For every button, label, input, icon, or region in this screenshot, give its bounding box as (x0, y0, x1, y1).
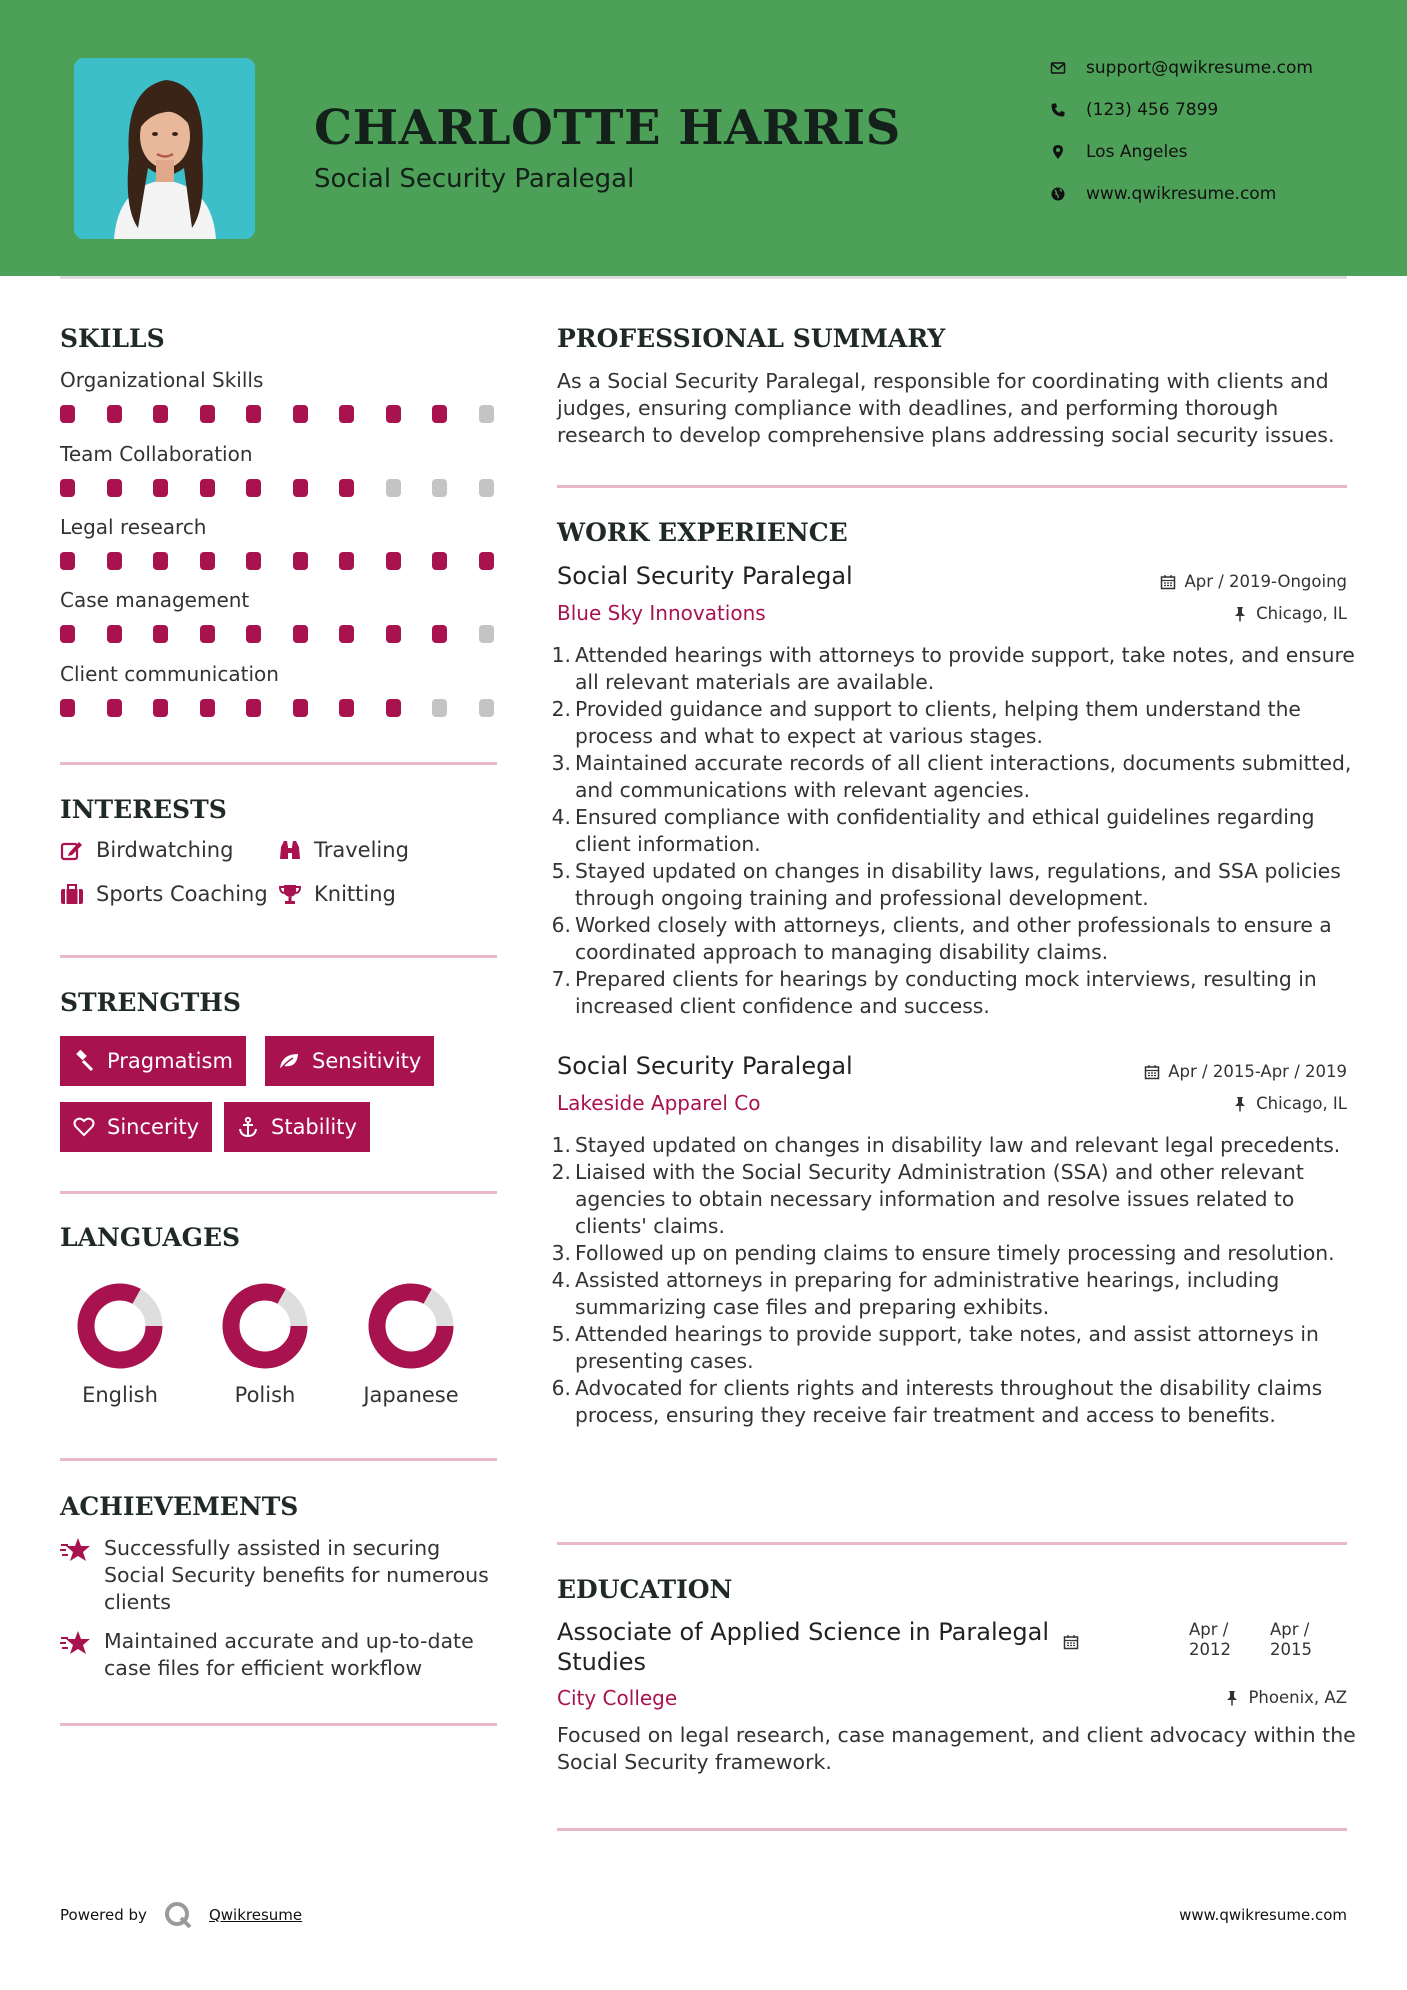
section-divider (557, 485, 1347, 488)
bullet-text: Worked closely with attorneys, clients, and other professionals to ensure a coordinated approach to managing disability claims. (575, 913, 1332, 964)
skill-level-dots (60, 699, 500, 717)
contact-phone-text: (123) 456 7899 (1086, 100, 1219, 120)
bullet-text: Ensured compliance with confidentiality and ethical guidelines regarding client information. (575, 805, 1315, 856)
bullet-number: 1. (551, 1133, 571, 1157)
contact-website[interactable] (1050, 182, 1350, 206)
interest-item (278, 838, 409, 862)
job-bullet (549, 750, 1359, 804)
skill-dot-empty (479, 479, 494, 497)
languages-heading: LANGUAGES (60, 1223, 241, 1252)
edit-icon (60, 839, 84, 861)
skill-dot-filled (432, 405, 447, 423)
job-company: Blue Sky Innovations (557, 601, 766, 625)
skill-dot-filled (107, 552, 122, 570)
skill-dot-filled (386, 699, 401, 717)
skill-dot-filled (339, 405, 354, 423)
job-title: Social Security Paralegal (557, 1052, 853, 1080)
skill-dot-empty (386, 479, 401, 497)
job-bullet (549, 1159, 1359, 1240)
skill-dot-filled (60, 699, 75, 717)
skill-dot-filled (386, 552, 401, 570)
achievement-text: Maintained accurate and up-to-date case files for efficient workflow (104, 1629, 474, 1680)
skill-dot-filled (246, 552, 261, 570)
calendar-icon (1160, 574, 1176, 590)
achievement-item (60, 1628, 500, 1682)
bullet-number: 2. (551, 697, 571, 721)
education-location-text: Phoenix, AZ (1248, 1688, 1347, 1707)
job-date-text: Apr / 2015-Apr / 2019 (1168, 1062, 1347, 1081)
section-divider (557, 1828, 1347, 1831)
skill-dot-filled (153, 699, 168, 717)
education-start-date: Apr / 2012 (1189, 1620, 1231, 1659)
skill-dot-filled (432, 625, 447, 643)
skill-dot-filled (293, 552, 308, 570)
skill-dot-filled (339, 552, 354, 570)
contact-phone[interactable] (1050, 98, 1350, 122)
job-bullet (549, 858, 1359, 912)
job-bullet (549, 912, 1359, 966)
skill-name: Client communication (60, 662, 279, 686)
strength-label: Pragmatism (107, 1049, 233, 1073)
skill-dot-empty (479, 699, 494, 717)
suitcase-icon (60, 883, 84, 905)
education-location (1224, 1688, 1347, 1707)
skill-name: Organizational Skills (60, 368, 264, 392)
skill-dot-filled (246, 699, 261, 717)
education-description: Focused on legal research, case management, and client advocacy within the Social Security framework. (557, 1723, 1356, 1774)
bullet-text: Maintained accurate records of all client interactions, documents submitted, and communications with relevant agencies. (575, 751, 1352, 802)
skill-dot-filled (107, 699, 122, 717)
experience-heading: WORK EXPERIENCE (557, 518, 848, 547)
interest-label: Sports Coaching (96, 882, 268, 906)
bullet-text: Assisted attorneys in preparing for administrative hearings, including summarizing case files and preparing exhibits. (575, 1268, 1280, 1319)
bullet-text: Provided guidance and support to clients, helping them understand the process and what to expect at various stages. (575, 697, 1301, 748)
skill-dot-filled (293, 699, 308, 717)
footer-powered-by (60, 1900, 302, 1930)
skill-dot-filled (293, 479, 308, 497)
contact-location (1050, 140, 1350, 164)
job-bullets (549, 1132, 1359, 1429)
resume-header (0, 0, 1407, 276)
strength-label: Stability (271, 1115, 357, 1139)
job-location-text: Chicago, IL (1256, 1094, 1347, 1113)
job-date-text: Apr / 2019-Ongoing (1184, 572, 1347, 591)
qwikresume-link[interactable]: Qwikresume (208, 1906, 303, 1924)
skill-dot-filled (246, 405, 261, 423)
star-icon (60, 1537, 92, 1563)
achievements-heading: ACHIEVEMENTS (60, 1492, 299, 1521)
skill-dot-filled (293, 405, 308, 423)
candidate-name: CHARLOTTE HARRIS (314, 100, 901, 156)
bullet-text: Attended hearings to provide support, take notes, and assist attorneys in presenting cases. (575, 1322, 1319, 1373)
powered-by-text: Powered by (60, 1906, 147, 1924)
skill-dot-filled (246, 479, 261, 497)
contact-email-text: support@qwikresume.com (1086, 58, 1313, 78)
bullet-number: 5. (551, 1322, 571, 1346)
language-name: English (82, 1383, 158, 1407)
binoculars-icon (278, 839, 302, 861)
skill-dot-filled (339, 625, 354, 643)
calendar-icon (1144, 1064, 1160, 1080)
bullet-number: 4. (551, 805, 571, 829)
job-bullet (549, 966, 1359, 1020)
skill-dot-filled (246, 625, 261, 643)
skill-dot-filled (339, 479, 354, 497)
skill-name: Legal research (60, 515, 207, 539)
skill-dot-filled (60, 625, 75, 643)
pushpin-icon (1232, 606, 1248, 622)
section-divider (557, 1542, 1347, 1545)
skill-dot-filled (386, 405, 401, 423)
globe-icon (1050, 186, 1066, 202)
interest-label: Traveling (314, 838, 409, 862)
strength-label: Sincerity (107, 1115, 200, 1139)
job-location-text: Chicago, IL (1256, 604, 1347, 623)
job-date (1144, 1062, 1347, 1081)
job-bullet (549, 1267, 1359, 1321)
skill-dot-filled (153, 625, 168, 643)
bullet-number: 4. (551, 1268, 571, 1292)
interest-item (60, 838, 233, 862)
section-divider (60, 762, 497, 765)
bullet-number: 6. (551, 913, 571, 937)
bullet-text: Liaised with the Social Security Administration (SSA) and other relevant agencies to obtain necessary information and resolve issues related to clients' claims. (575, 1160, 1304, 1238)
interest-label: Birdwatching (96, 838, 234, 862)
language-proficiency-ring (77, 1283, 163, 1369)
skill-dot-filled (293, 625, 308, 643)
star-icon (60, 1630, 92, 1656)
summary-heading: PROFESSIONAL SUMMARY (557, 324, 946, 353)
qwikresume-logo-icon (163, 1900, 193, 1930)
footer-website[interactable]: www.qwikresume.com (1179, 1906, 1347, 1924)
skill-dot-filled (432, 552, 447, 570)
education-heading: EDUCATION (557, 1575, 733, 1604)
interest-label: Knitting (314, 882, 396, 906)
phone-icon (1050, 102, 1066, 118)
heart-icon (73, 1116, 95, 1138)
section-divider (60, 1191, 497, 1194)
job-location (1232, 604, 1347, 623)
skill-dot-filled (339, 699, 354, 717)
strength-tag (224, 1102, 370, 1152)
language-proficiency-ring (368, 1283, 454, 1369)
job-title: Social Security Paralegal (557, 562, 853, 590)
skill-dot-filled (107, 479, 122, 497)
skill-dot-filled (386, 625, 401, 643)
skill-level-dots (60, 552, 500, 570)
bullet-number: 5. (551, 859, 571, 883)
skill-dot-filled (60, 552, 75, 570)
skill-dot-filled (107, 405, 122, 423)
calendar-icon (1063, 1634, 1079, 1650)
anchor-icon (237, 1116, 259, 1138)
skill-dot-empty (479, 625, 494, 643)
language-item (356, 1283, 466, 1407)
skill-dot-filled (153, 552, 168, 570)
contact-email[interactable] (1050, 56, 1350, 80)
bullet-number: 7. (551, 967, 571, 991)
header-divider (60, 276, 1347, 279)
job-bullet (549, 804, 1359, 858)
skill-dot-filled (153, 479, 168, 497)
contact-website-text: www.qwikresume.com (1086, 184, 1277, 204)
job-bullet (549, 1240, 1359, 1267)
section-divider (60, 1723, 497, 1726)
skill-level-dots (60, 479, 500, 497)
bullet-text: Attended hearings with attorneys to provide support, take notes, and ensure all relevant materials are available. (575, 643, 1355, 694)
profile-photo (74, 58, 255, 239)
strength-tag (60, 1036, 246, 1086)
skill-dot-filled (200, 405, 215, 423)
skill-dot-filled (153, 405, 168, 423)
contact-location-text: Los Angeles (1086, 142, 1188, 162)
gavel-icon (73, 1050, 95, 1072)
skill-dot-empty (479, 405, 494, 423)
job-location (1232, 1094, 1347, 1113)
skill-dot-filled (60, 405, 75, 423)
language-item (65, 1283, 175, 1407)
job-company: Lakeside Apparel Co (557, 1091, 761, 1115)
bullet-text: Followed up on pending claims to ensure timely processing and resolution. (575, 1241, 1335, 1265)
skill-dot-filled (200, 552, 215, 570)
bullet-number: 3. (551, 751, 571, 775)
job-bullets (549, 642, 1359, 1020)
pushpin-icon (1232, 1096, 1248, 1112)
job-bullet (549, 696, 1359, 750)
bullet-number: 1. (551, 643, 571, 667)
education-school: City College (557, 1686, 678, 1710)
skill-dot-empty (432, 479, 447, 497)
achievement-text: Successfully assisted in securing Social Security benefits for numerous clients (104, 1536, 489, 1614)
strengths-heading: STRENGTHS (60, 988, 241, 1017)
job-bullet (549, 1321, 1359, 1375)
bullet-number: 3. (551, 1241, 571, 1265)
bullet-text: Advocated for clients rights and interests throughout the disability claims process, ensuring they receive fair treatment and access to benefits. (575, 1376, 1323, 1427)
pushpin-icon (1224, 1690, 1240, 1706)
education-calendar (1063, 1634, 1087, 1650)
skill-level-dots (60, 405, 500, 423)
interest-item (60, 882, 268, 906)
summary-text: As a Social Security Paralegal, responsible for coordinating with clients and judges, ensuring compliance with deadlines, and performing thorough research to develop comprehensive plans addressing social security issues. (557, 369, 1335, 447)
skill-name: Case management (60, 588, 250, 612)
skill-dot-filled (200, 625, 215, 643)
job-bullet (549, 642, 1359, 696)
strength-label: Sensitivity (312, 1049, 422, 1073)
skill-dot-filled (60, 479, 75, 497)
language-name: Japanese (363, 1383, 459, 1407)
job-bullet (549, 1375, 1359, 1429)
bullet-text: Stayed updated on changes in disability law and relevant legal precedents. (575, 1133, 1341, 1157)
skill-level-dots (60, 625, 500, 643)
education-degree: Associate of Applied Science in Paralegal Studies (557, 1618, 1049, 1676)
bullet-text: Prepared clients for hearings by conducting mock interviews, resulting in increased client confidence and success. (575, 967, 1317, 1018)
candidate-role: Social Security Paralegal (314, 164, 635, 194)
map-pin-icon (1050, 144, 1066, 160)
bullet-text: Stayed updated on changes in disability laws, regulations, and SSA policies through ongoing training and professional development. (575, 859, 1341, 910)
bullet-number: 2. (551, 1160, 571, 1184)
strength-tag (265, 1036, 434, 1086)
interests-heading: INTERESTS (60, 795, 227, 824)
language-item (210, 1283, 320, 1407)
job-bullet (549, 1132, 1359, 1159)
skills-heading: SKILLS (60, 324, 165, 353)
language-name: Polish (234, 1383, 296, 1407)
job-date (1160, 572, 1347, 591)
bullet-number: 6. (551, 1376, 571, 1400)
education-end-date: Apr / 2015 (1270, 1620, 1312, 1659)
trophy-icon (278, 883, 302, 905)
interest-item (278, 882, 396, 906)
leaf-icon (278, 1050, 300, 1072)
skill-dot-empty (432, 699, 447, 717)
skill-dot-filled (479, 552, 494, 570)
section-divider (60, 1458, 497, 1461)
strength-tag (60, 1102, 212, 1152)
envelope-icon (1050, 60, 1066, 76)
achievement-item (60, 1535, 500, 1616)
skill-dot-filled (107, 625, 122, 643)
language-proficiency-ring (222, 1283, 308, 1369)
section-divider (60, 955, 497, 958)
skill-name: Team Collaboration (60, 442, 253, 466)
skill-dot-filled (200, 479, 215, 497)
skill-dot-filled (200, 699, 215, 717)
